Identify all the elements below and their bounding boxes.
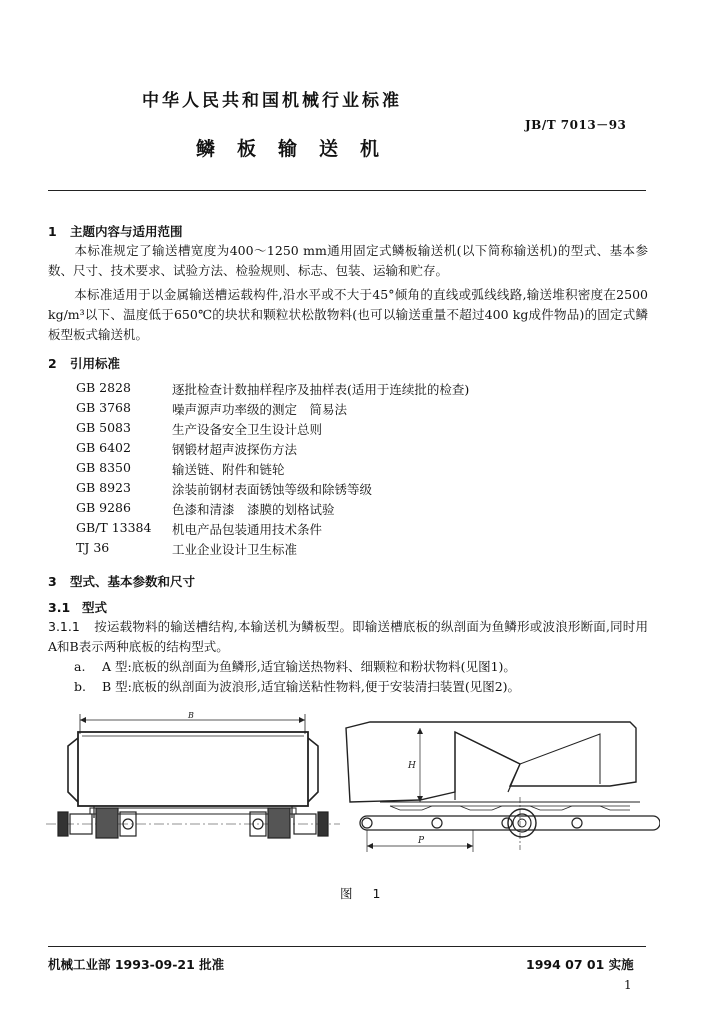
subsection-3-1-heading <box>48 598 107 616</box>
reference-name: 钢锻材超声波探伤方法 <box>172 442 298 457</box>
reference-name: 生产设备安全卫生设计总则 <box>172 422 323 437</box>
section-1-heading <box>48 222 183 240</box>
reference-name: 机电产品包装通用技术条件 <box>172 522 323 537</box>
reference-code: GB 6402 <box>76 440 131 455</box>
page-number: 1 <box>624 978 632 992</box>
subsection-number: 3.1 <box>48 600 71 615</box>
figure-caption: 图 1 <box>340 886 389 901</box>
section-title: 主题内容与适用范围 <box>70 224 183 239</box>
section-title: 引用标准 <box>70 356 121 371</box>
reference-code: GB 8923 <box>76 480 131 495</box>
approval-date: 机械工业部 1993-09-21 批准 <box>48 957 225 972</box>
reference-name: 逐批检查计数抽样程序及抽样表(适用于连续批的检查) <box>172 382 470 397</box>
paragraph-text: 本标准适用于以金属输送槽运载构件,沿水平或不大于45°倾角的直线或弧线线路,输送堆积密度在2500 kg/m³以下、温度低于650℃的块状和颗粒状松散物料(也可以输送重量不超过400 kg成件物品)的固定式鳞板型板式输送机。 <box>48 287 648 342</box>
standard-number: JB/T 7013－93 <box>525 118 627 132</box>
side-view <box>346 722 660 852</box>
reference-code: GB 8350 <box>76 460 131 475</box>
section-title: 型式、基本参数和尺寸 <box>70 574 196 589</box>
dimension-label-h: H <box>408 761 416 771</box>
section-1-paragraph-1 <box>48 241 648 281</box>
cross-section-view <box>46 714 340 838</box>
reference-code: GB 9286 <box>76 500 131 515</box>
list-text: B 型:底板的纵剖面为波浪形,适宜输送粘性物料,便于安装清扫装置(见图2)。 <box>102 679 521 694</box>
paragraph-text: 本标准规定了输送槽宽度为400～1250 mm通用固定式鳞板输送机(以下简称输送机)的型式、基本参数、尺寸、技术要求、试验方法、检验规则、标志、包装、运输和贮存。 <box>48 243 648 278</box>
section-2-heading <box>48 354 120 372</box>
section-number: 3 <box>48 574 57 589</box>
figure-1-drawing <box>40 712 660 872</box>
dimension-label-b: B <box>188 712 194 720</box>
reference-code: GB/T 13384 <box>76 520 152 535</box>
clause-3-1-1 <box>48 617 648 657</box>
header-divider <box>48 190 646 191</box>
reference-name: 涂装前钢材表面锈蚀等级和除锈等级 <box>172 482 373 497</box>
reference-code: GB 5083 <box>76 420 131 435</box>
implementation-date: 1994 07 01 实施 <box>526 957 634 972</box>
dimension-label-p: P <box>418 836 425 846</box>
reference-name: 噪声源声功率级的测定 简易法 <box>172 402 348 417</box>
list-text: A 型:底板的纵剖面为鱼鳞形,适宜输送热物料、细颗粒和粉状物料(见图1)。 <box>102 659 516 674</box>
list-label: a. <box>74 659 86 674</box>
issuing-org-heading: 中华人民共和国机械行业标准 <box>142 91 402 111</box>
section-1-paragraph-2 <box>48 285 648 345</box>
clause-number: 3.1.1 <box>48 619 80 634</box>
reference-code: GB 3768 <box>76 400 131 415</box>
subsection-title: 型式 <box>82 600 108 615</box>
footer-divider <box>48 946 646 947</box>
list-item-a <box>74 657 648 677</box>
reference-name: 输送链、附件和链轮 <box>172 462 285 477</box>
section-number: 1 <box>48 224 57 239</box>
clause-text: 按运载物料的输送槽结构,本输送机为鳞板型。即输送槽底板的纵剖面为鱼鳞形或波浪形断面,同时用A和B表示两种底板的结构型式。 <box>48 619 648 654</box>
reference-code: GB 2828 <box>76 380 131 395</box>
document-title: 鳞板输送机 <box>196 138 402 160</box>
reference-name: 工业企业设计卫生标准 <box>172 542 298 557</box>
section-number: 2 <box>48 356 57 371</box>
list-item-b <box>74 677 648 697</box>
reference-code: TJ 36 <box>76 540 110 555</box>
section-3-heading <box>48 572 195 590</box>
list-label: b. <box>74 679 86 694</box>
reference-name: 色漆和清漆 漆膜的划格试验 <box>172 502 335 517</box>
